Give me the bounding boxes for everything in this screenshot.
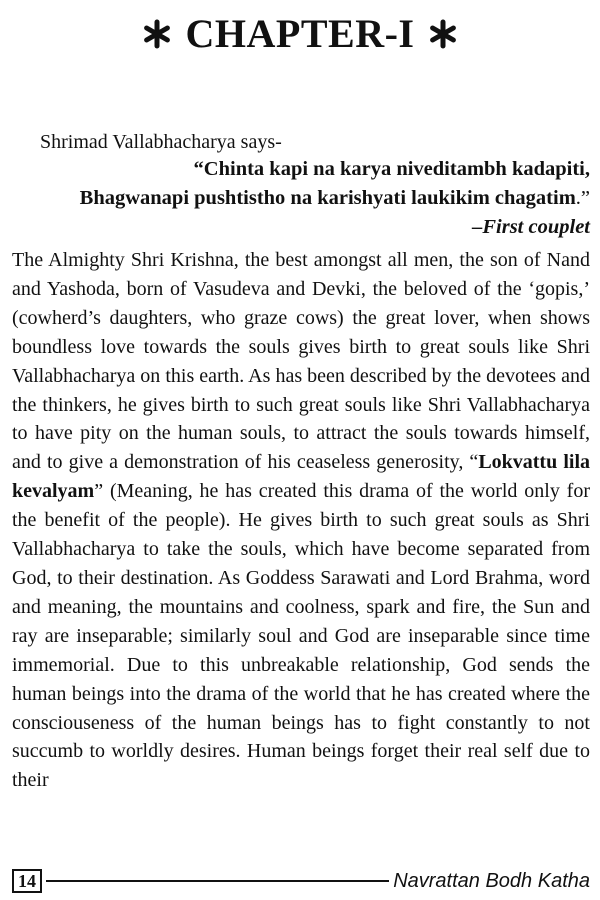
body-emphasis: Lokvattu lila kevalyam [12,451,590,503]
chapter-title: CHAPTER-I [185,11,415,56]
chapter-heading [0,10,600,57]
couplet-line-1: “Chinta kapi na karya niveditambh kadapiti, [193,158,590,180]
asterisk-icon [142,19,172,49]
page-footer [12,868,590,894]
intro-line: Shrimad Vallabhacharya says- [40,131,282,153]
page-number: 14 [12,869,42,893]
couplet-block [12,155,590,242]
couplet-close-quote: .” [575,187,590,209]
footer-rule [46,880,389,882]
couplet-line-2 [12,184,590,213]
couplet-line-2-text: Bhagwanapi pushtistho na karishyati laukikim chagatim [79,187,576,209]
body-text-part-2: ” (Meaning, he has created this drama of the world only for the benefit of the people). He gives birth to such great souls as Shri Vallabhacharya to take the souls, which have become separated from God, to their destination. As Goddess Sarawati and Lord Brahma, word and meaning, the mountains and coolness, spark and fire, the Sun and ray are inseparable; similarly soul and God are inseparable since time immemorial. Due to this unbreakable relationship, God sends the human beings into the drama of the world that he has created where the consciouseness of the human beings has to fight constantly to not succumb to worldly desires. Human beings forget their real self due to their [12,480,590,792]
body-paragraph [12,246,590,795]
book-title: Navrattan Bodh Katha [393,869,590,892]
body-text-part-1: The Almighty Shri Krishna, the best amongst all men, the son of Nand and Yashoda, born of Vasudeva and Devki, the beloved of the ‘gopis,’ (cowherd’s daughters, who graze cows) the great lover, when shows boundless love towards the souls gives birth to great souls like Shri Vallabhacharya on this earth. As has been described by the devotees and the thinkers, he gives birth to such great souls like Shri Vallabhacharya to have pity on the human souls, to attract the souls towards himself, and to give a demonstration of his ceaseless generosity, “ [12,249,590,474]
asterisk-icon [428,19,458,49]
couplet-attribution: –First couplet [472,216,590,238]
